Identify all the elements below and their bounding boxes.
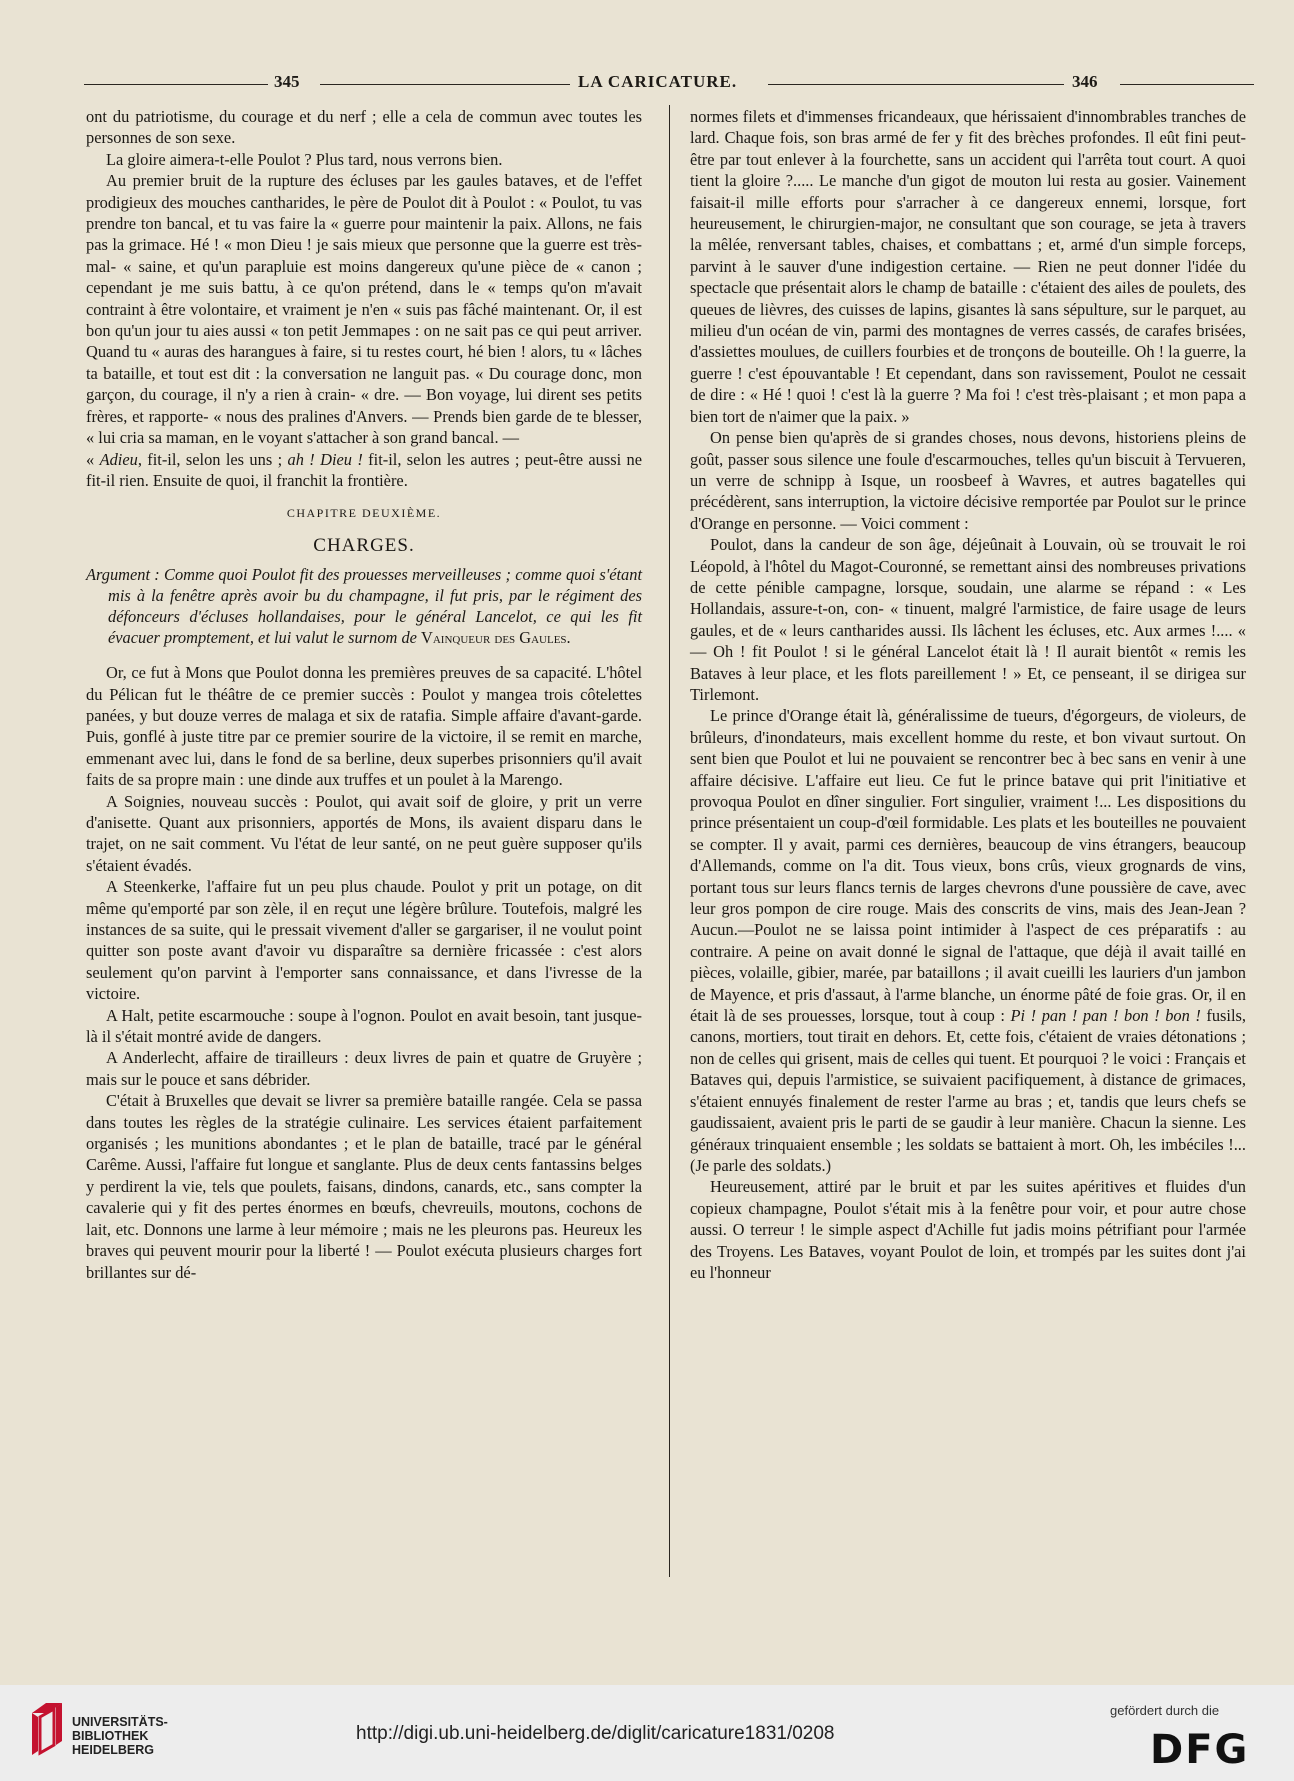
- university-library-logo-icon[interactable]: [28, 1699, 66, 1759]
- paragraph: La gloire aimera-t-elle Poulot ? Plus tard, nous verrons bien.: [106, 149, 503, 169]
- page-number-right: 346: [1072, 72, 1098, 91]
- header-rule-right: [1120, 84, 1254, 85]
- paragraph: [690, 705, 1246, 1176]
- institution-line: BIBLIOTHEK: [72, 1729, 149, 1743]
- institution-line: HEIDELBERG: [72, 1743, 154, 1757]
- text-run: fit-il, selon les autres ; peut-être aussi ne fit-il rien. Ensuite de quoi, il franchit la frontière.: [86, 449, 643, 490]
- paragraph: On pense bien qu'après de si grandes choses, nous devons, historiens pleins de goût, passer sous silence une foule d'escarmouches, telles qu'un biscuit à Tervueren, un verre de schnipp à Isque, un roosbeef à Wavres, et autres bagatelles qui précédèrent, sans interruption, la victoire décisive remportée par Poulot sur le prince d'Orange en personne. — Voici comment :: [690, 428, 1246, 533]
- argument-summary: [86, 564, 642, 648]
- italic-text: Pi ! pan ! pan ! bon ! bon !: [1010, 1006, 1201, 1026]
- paragraph: normes filets et d'immenses fricandeaux, que hérissaient d'innombrables tranches de lard. Chaque fois, son bras armé de fer y fit des brèches profondes. Il eût fini peut-être par tout enlever à la fourchette, sans un accident qui l'arrêta tout court. A quoi tient la gloire ?..... Le manche d'un gigot de mouton lui resta au gosier. Vainement faisait-il mille efforts pour s'arracher à ce dangereux ennemi, lorsque, fort heureusement, le chirurgien-major, ne consultant que son courage, se jeta à travers la mêlée, renversant tables, chaises, et combattans ; et, armé d'un simple forceps, parvint à le sauver d'une indigestion certaine. — Rien ne peut donner l'idée du spectacle que présentait alors le champ de bataille : c'étaient des ailes de poulets, des queues de lièvres, des cuisses de lapins, gisantes là sans sépulture, sur le parquet, au milieu d'un océan de vin, parmi des montagnes de verres cassés, de carafes brisées, d'assiettes moulues, de cuillers fourbies et de tronçons de bouteille. Oh ! la guerre, la guerre ! c'est épouvantable ! Et cependant, dans son ravissement, Poulot ne cessait de dire : « Hé ! quoi ! c'est là la guerre ? Ma foi ! c'est très-plaisant ; et mon papa a bien tort de n'aimer que la paix. »: [690, 107, 1246, 426]
- text-run: «: [86, 449, 100, 469]
- argument-surname: Vainqueur des Gaules.: [421, 628, 571, 648]
- paragraph: Or, ce fut à Mons que Poulot donna les premières preuves de sa capacité. L'hôtel du Pélican fut le théâtre de ce premier succès : Poulot y mangea trois côtelettes panées, y but douze verres de malaga et six de ratafia. Simple affaire d'avant-garde. Puis, gonflé à juste titre par ce premier sourire de la victoire, il se remit en marche, emmenant avec lui, dans le fond de sa berline, deux superbes prisonniers qu'il avait faits de sa propre main : une dinde aux truffes et un poulet à la Marengo.: [86, 663, 642, 790]
- section-title: CHARGES.: [313, 534, 415, 556]
- paragraph: A Steenkerke, l'affaire fut un peu plus chaude. Poulot y prit un potage, on dit même qu'emporté par son zèle, il en reçut une légère brûlure. Toutefois, malgré les instances de sa suite, qui le pressait vivement d'aller se gargariser, il ne voulut point quitter son poste avant d'avoir vu disparaître sa dernière fricassée : c'est alors seulement qu'on parvint à l'emporter sans connaissance, et dans l'ivresse de la victoire.: [86, 877, 642, 1004]
- paragraph: Poulot, dans la candeur de son âge, déjeûnait à Louvain, où se trouvait le roi Léopold, à l'hôtel du Magot-Couronné, se remettant ainsi des nombreuses privations de cette pénible campagne, lorsque, soudain, une alarme se répand : « Les Hollandais, assure-t-on, con- « tinuent, malgré l'armistice, de faire usage de leurs gaules, et de « leurs cantharides aussi. Ils lâchent les écluses, etc. Aux armes !.... « — Oh ! fit Poulot ! si le général Lancelot était là ! Il aurait bientôt « remis les Bataves à leur place, et les flots pareillement ! » Et, ce penseant, il se dirigea sur Tirlemont.: [690, 535, 1246, 704]
- argument-text: : Comme quoi Poulot fit des prouesses merveilleuses ; comme quoi s'étant mis à la fenêtre après avoir bu du champagne, il fut pris, par le régiment des défonceurs d'écluses hollandaises, pour le général Lancelot, ce qui les fit évacuer promptement, et lui valut le surnom de: [108, 565, 642, 648]
- header-rule-left: [84, 84, 268, 85]
- text-run: , fit-il, selon les uns ;: [137, 449, 288, 469]
- paragraph: A Halt, petite escarmouche : soupe à l'ognon. Poulot en avait besoin, tant jusque-là il s'était montré avide de dangers.: [86, 1005, 642, 1047]
- right-column: [690, 106, 1246, 1283]
- text-run: fusils, canons, mortiers, tout tirait en dehors. Et, cette fois, c'étaient de vraies détonations ; non de celles qui grisent, mais de celles qui tuent. Et pourquoi ? le voici : Français et Bataves qui, depuis l'armistice, se suivaient pacifiquement, à distance de grimaces, s'étaient ennuyés finalement de rester l'arme au bras ; et, tandis que leurs chefs se gaudissaient, avaient pris le parti de se gaudir à leur manière. Chacun la sienne. Les généraux trinquaient ensemble ; les soldats se battaient à mort. Oh, les imbéciles !... (Je parle des soldats.): [690, 1006, 1246, 1175]
- institution-name: [72, 1715, 168, 1757]
- column-divider: [669, 105, 670, 1577]
- paragraph: Au premier bruit de la rupture des écluses par les gaules bataves, et de l'effet prodigieux des mouches cantharides, le père de Poulot dit à Poulot : « Poulot, tu vas prendre ton bancal, et tu vas faire la « guerre pour maintenir la paix. Allons, ne fais pas la grimace. Hé ! « mon Dieu ! je sais mieux que personne que la guerre est très-mal- « saine, et qu'un parapluie est moins dangereux qu'une pièce de « canon ; cependant je me suis battu, à ce qu'on prétend, dans le « temps qu'on m'avait contraint à être volontaire, et vraiment je n'en « suis pas fâché maintenant. Or, il est bon qu'un jour tu aies aussi « ton petit Jemmapes : on ne sait pas ce qui peut arriver. Quand tu « auras des harangues à faire, si tu restes court, hé bien ! alors, tu « lâches ta bataille, et tout est dit : la conversation ne languit pas. « Du courage donc, mon garçon, du courage, il n'y a rien à crain- « dre. — Bon voyage, lui dirent ses petits frères, et rapporte- « nous des pralines d'Anvers. — Prends bien garde de te blesser, « lui cria sa maman, en le voyant s'attacher à son grand bancal. —: [86, 171, 642, 448]
- paragraph: A Soignies, nouveau succès : Poulot, qui avait soif de gloire, y prit un verre d'anisette. Quant aux prisonniers, apportés de Mons, ils avaient disparu dans le trajet, on ne sait comment. Vu l'état de leur santé, on ne peut guère supposer qu'ils s'étaient évadés.: [86, 791, 642, 875]
- institution-line: UNIVERSITÄTS-: [72, 1715, 168, 1729]
- chapter-heading: CHAPITRE DEUXIÈME.: [286, 506, 442, 521]
- header-rule-center-left: [320, 84, 570, 85]
- left-column: [86, 106, 642, 1283]
- paragraph: ont du patriotisme, du courage et du nerf ; elle a cela de commun avec toutes les personnes de son sexe.: [86, 107, 642, 148]
- paragraph: [86, 449, 642, 492]
- journal-title: LA CARICATURE.: [578, 72, 738, 91]
- page-number-left: 345: [274, 72, 300, 91]
- paragraph: A Anderlecht, affaire de tirailleurs : deux livres de pain et quatre de Gruyère ; mais sur le pouce et sans débrider.: [86, 1048, 642, 1089]
- text-run: Le prince d'Orange était là, généralissime de tueurs, d'égorgeurs, de violeurs, de brûleurs, d'inondateurs, mais excellent homme du reste, et bon vivaut surtout. On sent bien que Poulot et lui ne pouvaient se rencontrer bec à bec sans en venir à une affaire décisive. L'affaire eut lieu. Ce fut le prince batave qui prit l'initiative et provoqua Poulot en dîner singulier. Fort singulier, vraiment !... Les dispositions du prince présentaient un coup-d'œil formidable. Les plats et les bouteilles ne pouvaient se compter. Il y avait, parmi ces dernières, beaucoup de vins étrangers, beaucoup d'Allemands, comme on l'a dit. Tous vieux, bons crûs, vieux grognards de vins, portant tous sur leurs flancs ternis de larges chevrons d'une poussière de cave, avec leur gros pompon de cire rouge. Mais des conscrits de vins, mais des Jean-Jean ? Aucun.—Poulot ne se laissa point intimider à l'aspect de ces préparatifs : au contraire. A peine on avait donné le signal de l'attaque, que déjà il avait taillé en pièces, volaille, gibier, marée, par bataillons ; il avait cueilli les lauriers d'un jambon de Mayence, et pris d'assaut, à l'arme blanche, un énorme pâté de foie gras. Or, il en était là de ses prouesses, lorsque, tout à coup :: [690, 706, 1246, 1026]
- permalink-url[interactable]: http://digi.ub.uni-heidelberg.de/diglit/caricature1831/0208: [356, 1723, 835, 1744]
- page-header: [84, 70, 1254, 98]
- header-rule-center-right: [768, 84, 1064, 85]
- dfg-logo[interactable]: DFG: [1150, 1727, 1250, 1773]
- viewer-footer: [0, 1685, 1294, 1781]
- italic-text: Adieu: [99, 449, 138, 469]
- argument-label: Argument: [86, 565, 151, 585]
- italic-text: ah ! Dieu !: [287, 449, 363, 469]
- paragraph: Heureusement, attiré par le bruit et par les suites apéritives et fluides d'un copieux champagne, Poulot s'était mis à la fenêtre pour voir, et pour autre chose aussi. O terreur ! le simple aspect d'Achille fut jadis moins pétrifiant pour l'armée des Troyens. Les Bataves, voyant Poulot de loin, et trompés par les suites dont j'ai eu l'honneur: [690, 1177, 1246, 1282]
- funded-by-label: gefördert durch die: [1110, 1703, 1220, 1718]
- paragraph: C'était à Bruxelles que devait se livrer sa première bataille rangée. Cela se passa dans toutes les règles de la stratégie culinaire. Les services étaient parfaitement organisés ; les munitions abondantes ; et le plan de bataille, tracé par le général Carême. Aussi, l'affaire fut longue et sanglante. Plus de deux cents fantassins belges y perdirent la vie, tels que poulets, faisans, dindons, canards, etc., sans compter la cavalerie qui y fit des pertes énormes en bœufs, chevreuils, moutons, cochons de lait, etc. Donnons une larme à leur mémoire ; mais ne les pleurons pas. Heureux les braves qui peuvent mourir pour la liberté ! — Poulot exécuta plusieurs charges fort brillantes sur dé-: [86, 1091, 642, 1282]
